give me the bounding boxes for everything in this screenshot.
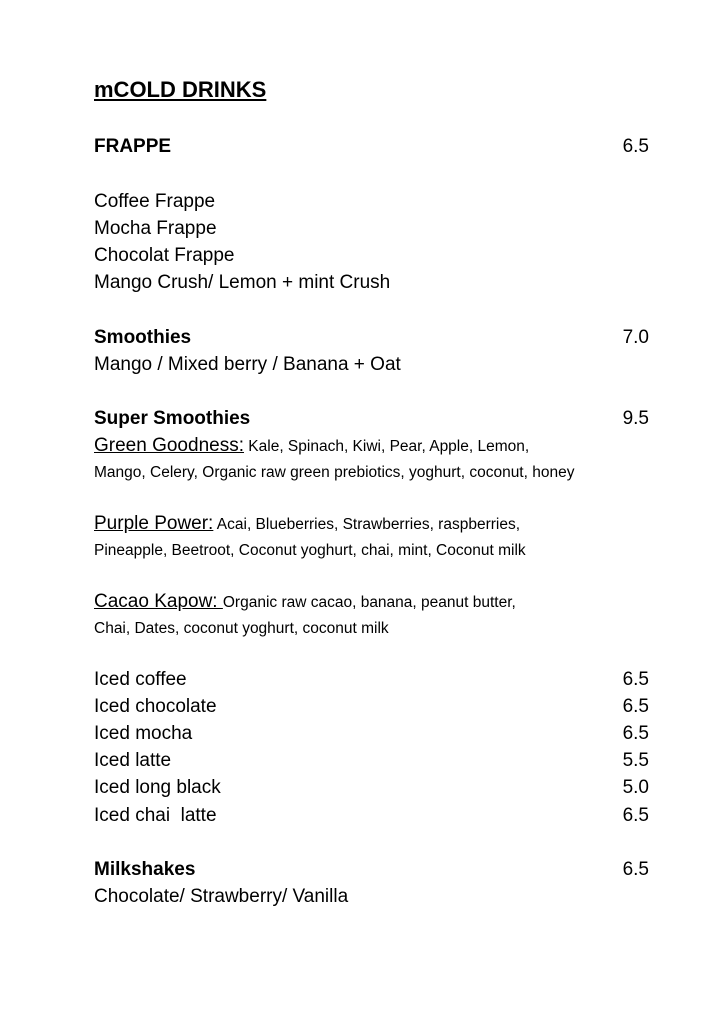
iced-item-price: 6.5: [622, 696, 649, 717]
purple-power-line: [94, 512, 520, 537]
frappe-heading: FRAPPE: [94, 136, 172, 157]
iced-item-name: Iced mocha: [94, 723, 193, 744]
frappe-item: Chocolat Frappe: [94, 245, 235, 266]
green-goodness-ingredients: Kale, Spinach, Kiwi, Pear, Apple, Lemon,: [243, 438, 530, 455]
green-goodness-line: [94, 434, 529, 459]
green-goodness-name: Green Goodness:: [94, 435, 244, 456]
super-smoothies-price: 9.5: [622, 408, 649, 429]
iced-item-price: 5.5: [622, 750, 649, 771]
iced-item-name: Iced chai latte: [94, 805, 217, 826]
cacao-kapow-ingredients-cont: Chai, Dates, coconut yoghurt, coconut milk: [94, 620, 389, 637]
cacao-kapow-ingredients: Organic raw cacao, banana, peanut butter,: [222, 594, 516, 611]
purple-power-ingredients-cont: Pineapple, Beetroot, Coconut yoghurt, chai, mint, Coconut milk: [94, 542, 526, 559]
frappe-item: Mango Crush/ Lemon + mint Crush: [94, 272, 391, 293]
cacao-kapow-name: Cacao Kapow:: [94, 591, 223, 612]
milkshakes-heading: Milkshakes: [94, 859, 196, 880]
smoothies-heading: Smoothies: [94, 327, 192, 348]
iced-item-name: Iced latte: [94, 750, 172, 771]
milkshakes-price: 6.5: [622, 859, 649, 880]
iced-item-name: Iced chocolate: [94, 696, 217, 717]
smoothies-price: 7.0: [622, 327, 649, 348]
purple-power-ingredients: Acai, Blueberries, Strawberries, raspberries,: [213, 516, 521, 533]
iced-item-name: Iced coffee: [94, 669, 187, 690]
super-smoothies-heading: Super Smoothies: [94, 408, 251, 429]
frappe-item: Mocha Frappe: [94, 218, 217, 239]
iced-item-price: 6.5: [622, 669, 649, 690]
purple-power-name: Purple Power:: [94, 513, 214, 534]
frappe-price: 6.5: [622, 136, 649, 157]
iced-item-price: 5.0: [622, 777, 649, 798]
page-title: mCOLD DRINKS: [94, 77, 267, 102]
frappe-item: Coffee Frappe: [94, 191, 216, 212]
iced-item-price: 6.5: [622, 805, 649, 826]
green-goodness-ingredients-cont: Mango, Celery, Organic raw green prebiotics, yoghurt, coconut, honey: [94, 464, 575, 481]
milkshakes-desc: Chocolate/ Strawberry/ Vanilla: [94, 886, 349, 907]
iced-item-price: 6.5: [622, 723, 649, 744]
cacao-kapow-line: [94, 590, 516, 615]
smoothies-desc: Mango / Mixed berry / Banana + Oat: [94, 354, 401, 375]
iced-item-name: Iced long black: [94, 777, 221, 798]
